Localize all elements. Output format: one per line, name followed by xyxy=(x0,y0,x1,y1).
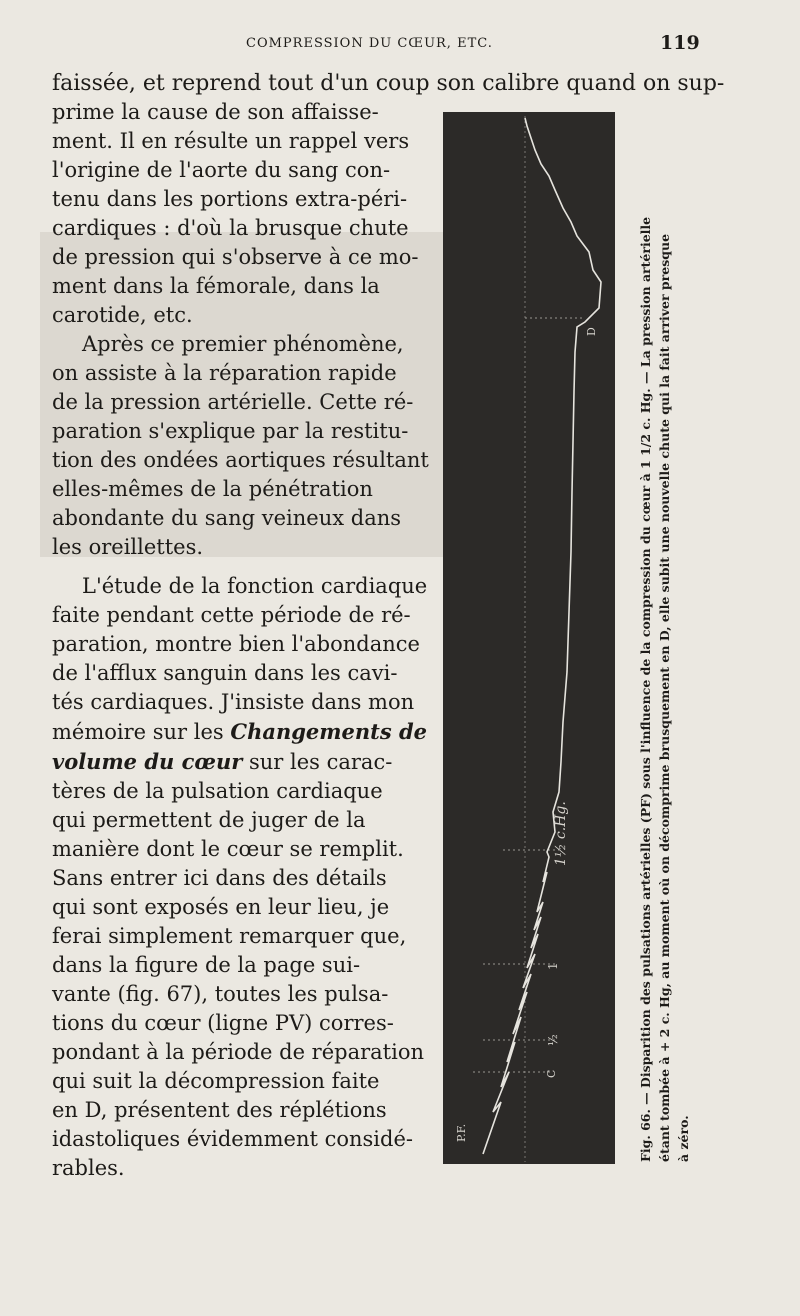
paragraph-1 xyxy=(52,98,419,330)
text-line: cardiques : d'où la brusque chute xyxy=(52,216,409,240)
text-line: tés cardiaques. J'insiste dans mon xyxy=(52,690,415,714)
label-half: ½ xyxy=(546,1034,560,1046)
text-line: qui suit la décompression faite xyxy=(52,1069,380,1093)
text-line: ment dans la fémorale, dans la xyxy=(52,274,380,298)
paragraph-3 xyxy=(52,572,428,1183)
text-line: l'origine de l'aorte du sang con- xyxy=(52,158,391,182)
pressure-tracing-figure xyxy=(443,112,615,1164)
text-fragment: sur les carac- xyxy=(242,750,393,774)
text-line: rables. xyxy=(52,1156,125,1180)
text-line: faite pendant cette période de ré- xyxy=(52,603,411,627)
caption-line: à zéro. xyxy=(676,1115,691,1162)
text-line: idastoliques évidemment considé- xyxy=(52,1127,413,1151)
text-line: vante (fig. 67), toutes les pulsa- xyxy=(52,982,389,1006)
text-line: paration s'explique par la restitu- xyxy=(52,419,409,443)
text-line: L'étude de la fonction cardiaque xyxy=(82,574,428,598)
label-one-half-hg: 1½ c.Hg. xyxy=(553,801,569,866)
text-line: manière dont le cœur se remplit. xyxy=(52,837,404,861)
first-line: faissée, et reprend tout d'un coup son calibre quand on sup- xyxy=(52,71,725,96)
text-line: de l'afflux sanguin dans les cavi- xyxy=(52,661,398,685)
caption-text xyxy=(636,112,700,1162)
text-line: paration, montre bien l'abondance xyxy=(52,632,420,656)
text-line: les oreillettes. xyxy=(52,535,204,559)
caption-line: étant tombée à + 2 c. Hg, au moment où on décomprime brusquement en D, elle subit une nouvelle chute qui la fait arriver presque xyxy=(657,233,672,1162)
text-line: tion des ondées aortiques résultant xyxy=(52,448,429,472)
caption-line: Fig. 66. — Disparition des pulsations artérielles (PF) sous l'influence de la compression du cœur à 1 1/2 c. Hg. — La pression artérielle xyxy=(638,216,653,1162)
text-line: prime la cause de son affaisse- xyxy=(52,100,379,124)
running-title: COMPRESSION DU CŒUR, ETC. xyxy=(246,36,493,51)
label-pf: P.F. xyxy=(455,1123,468,1142)
text-line: dans la figure de la page sui- xyxy=(52,953,361,977)
text-line: tenu dans les portions extra-péri- xyxy=(52,187,408,211)
pressure-trace xyxy=(483,118,601,1154)
emphasis-text: Changements de xyxy=(230,719,428,744)
paragraph-2 xyxy=(52,330,429,562)
emphasis-text: volume du cœur xyxy=(52,749,243,774)
label-c: C xyxy=(545,1069,558,1078)
text-line: elles-mêmes de la pénétration xyxy=(52,477,373,501)
page-number: 119 xyxy=(660,32,700,54)
text-line xyxy=(52,747,412,777)
text-line: de pression qui s'observe à ce mo- xyxy=(52,245,419,269)
label-d: D xyxy=(585,327,598,336)
text-line: pondant à la période de réparation xyxy=(52,1040,424,1064)
text-line: qui sont exposés en leur lieu, je xyxy=(52,895,390,919)
text-line: Après ce premier phénomène, xyxy=(82,332,404,356)
text-fragment: mémoire sur les xyxy=(52,720,231,744)
text-line: tions du cœur (ligne PV) corres- xyxy=(52,1011,394,1035)
tracing-svg xyxy=(443,112,615,1164)
text-line: de la pression artérielle. Cette ré- xyxy=(52,390,414,414)
text-line: ferai simplement remarquer que, xyxy=(52,924,407,948)
text-column xyxy=(52,98,429,1183)
text-line: abondante du sang veineux dans xyxy=(52,506,402,530)
text-line: Sans entrer ici dans des détails xyxy=(52,866,387,890)
figure-caption xyxy=(636,112,700,1162)
text-line: en D, présentent des réplétions xyxy=(52,1098,387,1122)
text-line: carotide, etc. xyxy=(52,303,193,327)
label-one: 1 xyxy=(546,962,560,970)
text-line: tères de la pulsation cardiaque xyxy=(52,779,383,803)
text-line: qui permettent de juger de la xyxy=(52,808,366,832)
text-line: on assiste à la réparation rapide xyxy=(52,361,397,385)
text-line: ment. Il en résulte un rappel vers xyxy=(52,129,410,153)
text-line xyxy=(52,717,428,747)
